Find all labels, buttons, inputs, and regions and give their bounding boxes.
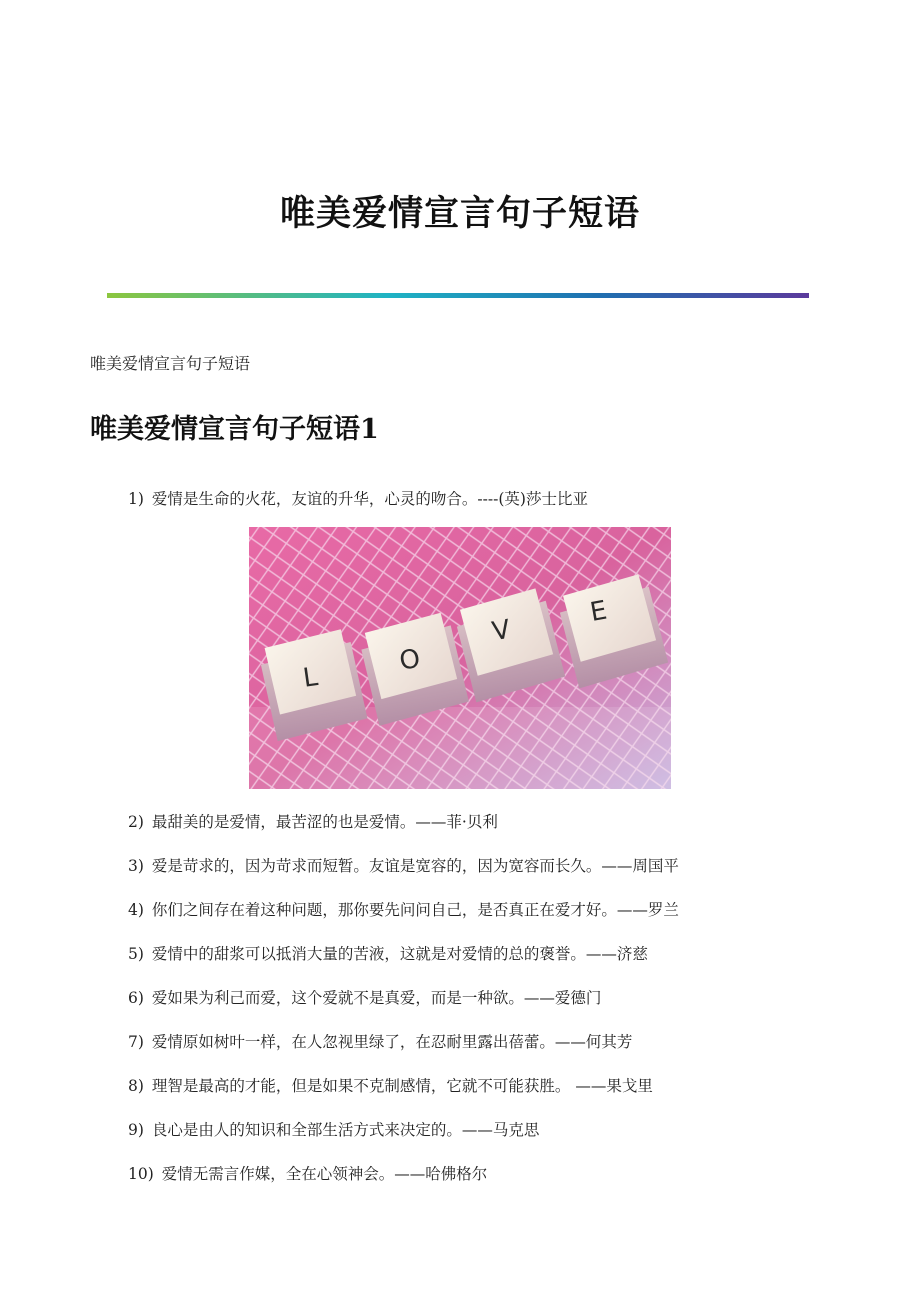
svg-text:V: V [489, 614, 513, 648]
list-item-text: 你们之间存在着这种问题，那你要先问问自己，是否真正在爱才好。——罗兰 [151, 901, 679, 919]
list-item [128, 1118, 539, 1140]
list-item [128, 487, 588, 509]
list-item-text: 爱情中的甜浆可以抵消大量的苦液，这就是对爱情的总的褒誉。——济慈 [151, 945, 648, 963]
section-heading: 唯美爱情宣言句子短语1 [90, 414, 379, 445]
document-title: 唯美爱情宣言句子短语 [279, 193, 640, 234]
list-item-text: 爱如果为利己而爱，这个爱就不是真爱，而是一种欲。——爱德门 [151, 989, 602, 1007]
list-item [128, 1162, 487, 1184]
list-item-number: 5) [128, 945, 144, 963]
list-item [128, 854, 679, 876]
list-item-text: 爱情无需言作媒，全在心领神会。——哈佛格尔 [161, 1165, 488, 1183]
love-keys-photo [249, 527, 671, 789]
list-item [128, 810, 498, 832]
list-item-text: 最甜美的是爱情，最苦涩的也是爱情。——菲·贝利 [151, 813, 498, 831]
list-item-text: 理智是最高的才能，但是如果不克制感情，它就不可能获胜。 ——果戈里 [151, 1077, 653, 1095]
list-item [128, 942, 648, 964]
list-item [128, 1074, 653, 1096]
list-item [128, 898, 679, 920]
list-item-number: 2) [128, 813, 144, 831]
document-subtitle: 唯美爱情宣言句子短语 [90, 354, 251, 373]
list-item [128, 1030, 632, 1052]
list-item-number: 9) [128, 1121, 144, 1139]
list-item-number: 3) [128, 857, 144, 875]
svg-text:L: L [301, 662, 320, 694]
list-item-text: 爱情原如树叶一样，在人忽视里绿了，在忍耐里露出蓓蕾。——何其芳 [151, 1033, 633, 1051]
list-item-number: 6) [128, 989, 144, 1007]
list-item-number: 4) [128, 901, 144, 919]
svg-text:E: E [587, 595, 610, 629]
svg-text:O: O [397, 643, 423, 677]
list-item-text: 爱是苛求的，因为苛求而短暂。友谊是宽容的，因为宽容而长久。——周国平 [151, 857, 679, 875]
list-item [128, 986, 601, 1008]
list-item-number: 7) [128, 1033, 144, 1051]
list-item-number: 8) [128, 1077, 144, 1095]
list-item-text: 良心是由人的知识和全部生活方式来决定的。——马克思 [151, 1121, 540, 1139]
title-divider [107, 293, 809, 298]
list-item-number: 1) [128, 490, 144, 508]
list-item-text: 爱情是生命的火花，友谊的升华，心灵的吻合。----(英)莎士比亚 [151, 490, 588, 508]
list-item-number: 10) [128, 1165, 154, 1183]
